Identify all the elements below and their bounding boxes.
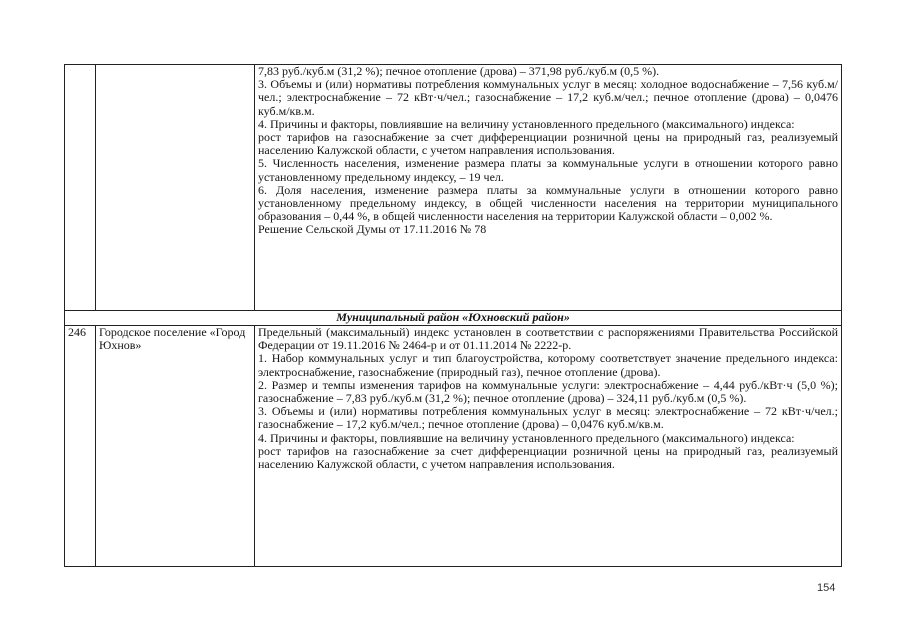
description-cell (255, 326, 842, 567)
description-line: Предельный (максимальный) индекс установлен в соответствии с распоряжениями Правительства Российской Федерации от 19.11.2016 № 2464-р и от 01.11.2014 № 2222-р. (258, 325, 838, 353)
municipality-cell (96, 65, 255, 311)
description-line: 4. Причины и факторы, повлиявшие на величину установленного предельного (максимального) индекса: (258, 116, 795, 131)
description-cell (255, 65, 842, 311)
description-line: 3. Объемы и (или) нормативы потребления коммунальных услуг в месяц: электроснабжение – 72 кВт·ч/чел.; газоснабжение – 17,2 куб.м/чел.; печное отопление (дрова) – 0,0476 куб.м/кв.м. (258, 404, 838, 432)
row-number-cell (65, 65, 96, 311)
row-number-cell: 246 (65, 326, 96, 567)
municipality-cell: Городское поселение «Город Юхнов» (96, 326, 255, 567)
tariff-table (64, 64, 842, 567)
decision-reference: Решение Сельской Думы от 17.11.2016 № 78 (258, 222, 487, 237)
description-line: 7,83 руб./куб.м (31,2 %); печное отопление (дрова) – 371,98 руб./куб.м (0,5 %). (258, 64, 660, 78)
district-header: Муниципальный район «Юхновский район» (65, 311, 842, 326)
district-header-row (65, 311, 842, 326)
description-line: 6. Доля населения, изменение размера платы за коммунальные услуги в отношении которого равно установленному предельному индексу, в общей численности населения на территории муниципального образования – 0,44 %, в общей численности населения на территории Калужской области – 0,002 %. (258, 182, 838, 224)
table-row (65, 326, 842, 567)
page-number: 154 (817, 582, 836, 594)
description-line: рост тарифов на газоснабжение за счет дифференциации розничной цены на природный газ, реализуемый населению Калужской области, с учетом направления использования. (258, 443, 838, 472)
description-line: 1. Набор коммунальных услуг и тип благоустройства, которому соответствует значение предельного индекса: электроснабжение, газоснабжение (природный газ), печное отопление (дрова). (258, 351, 838, 379)
description-line: 5. Численность населения, изменение размера платы за коммунальные услуги в отношении которого равно установленному предельному индексу, – 19 чел. (258, 156, 838, 184)
table-row (65, 65, 842, 311)
description-line: 2. Размер и темпы изменения тарифов на коммунальные услуги: электроснабжение – 4,44 руб./кВт·ч (5,0 %); газоснабжение – 7,83 руб./куб.м (31,2 %); печное отопление (дрова) – 324,11 руб./куб.м (0,5 %). (258, 377, 838, 406)
description-line: рост тарифов на газоснабжение за счет дифференциации розничной цены на природный газ, реализуемый населению Калужской области, с учетом направления использования. (258, 130, 838, 158)
description-line: 3. Объемы и (или) нормативы потребления коммунальных услуг в месяц: холодное водоснабжение – 7,56 куб.м/чел.; электроснабжение – 72 кВт·ч/чел.; газоснабжение – 17,2 куб.м/чел.; печное отопление (дрова) – 0,0476 куб.м/кв.м. (258, 77, 838, 118)
description-line: 4. Причины и факторы, повлиявшие на величину установленного предельного (максимального) индекса: (258, 430, 795, 445)
